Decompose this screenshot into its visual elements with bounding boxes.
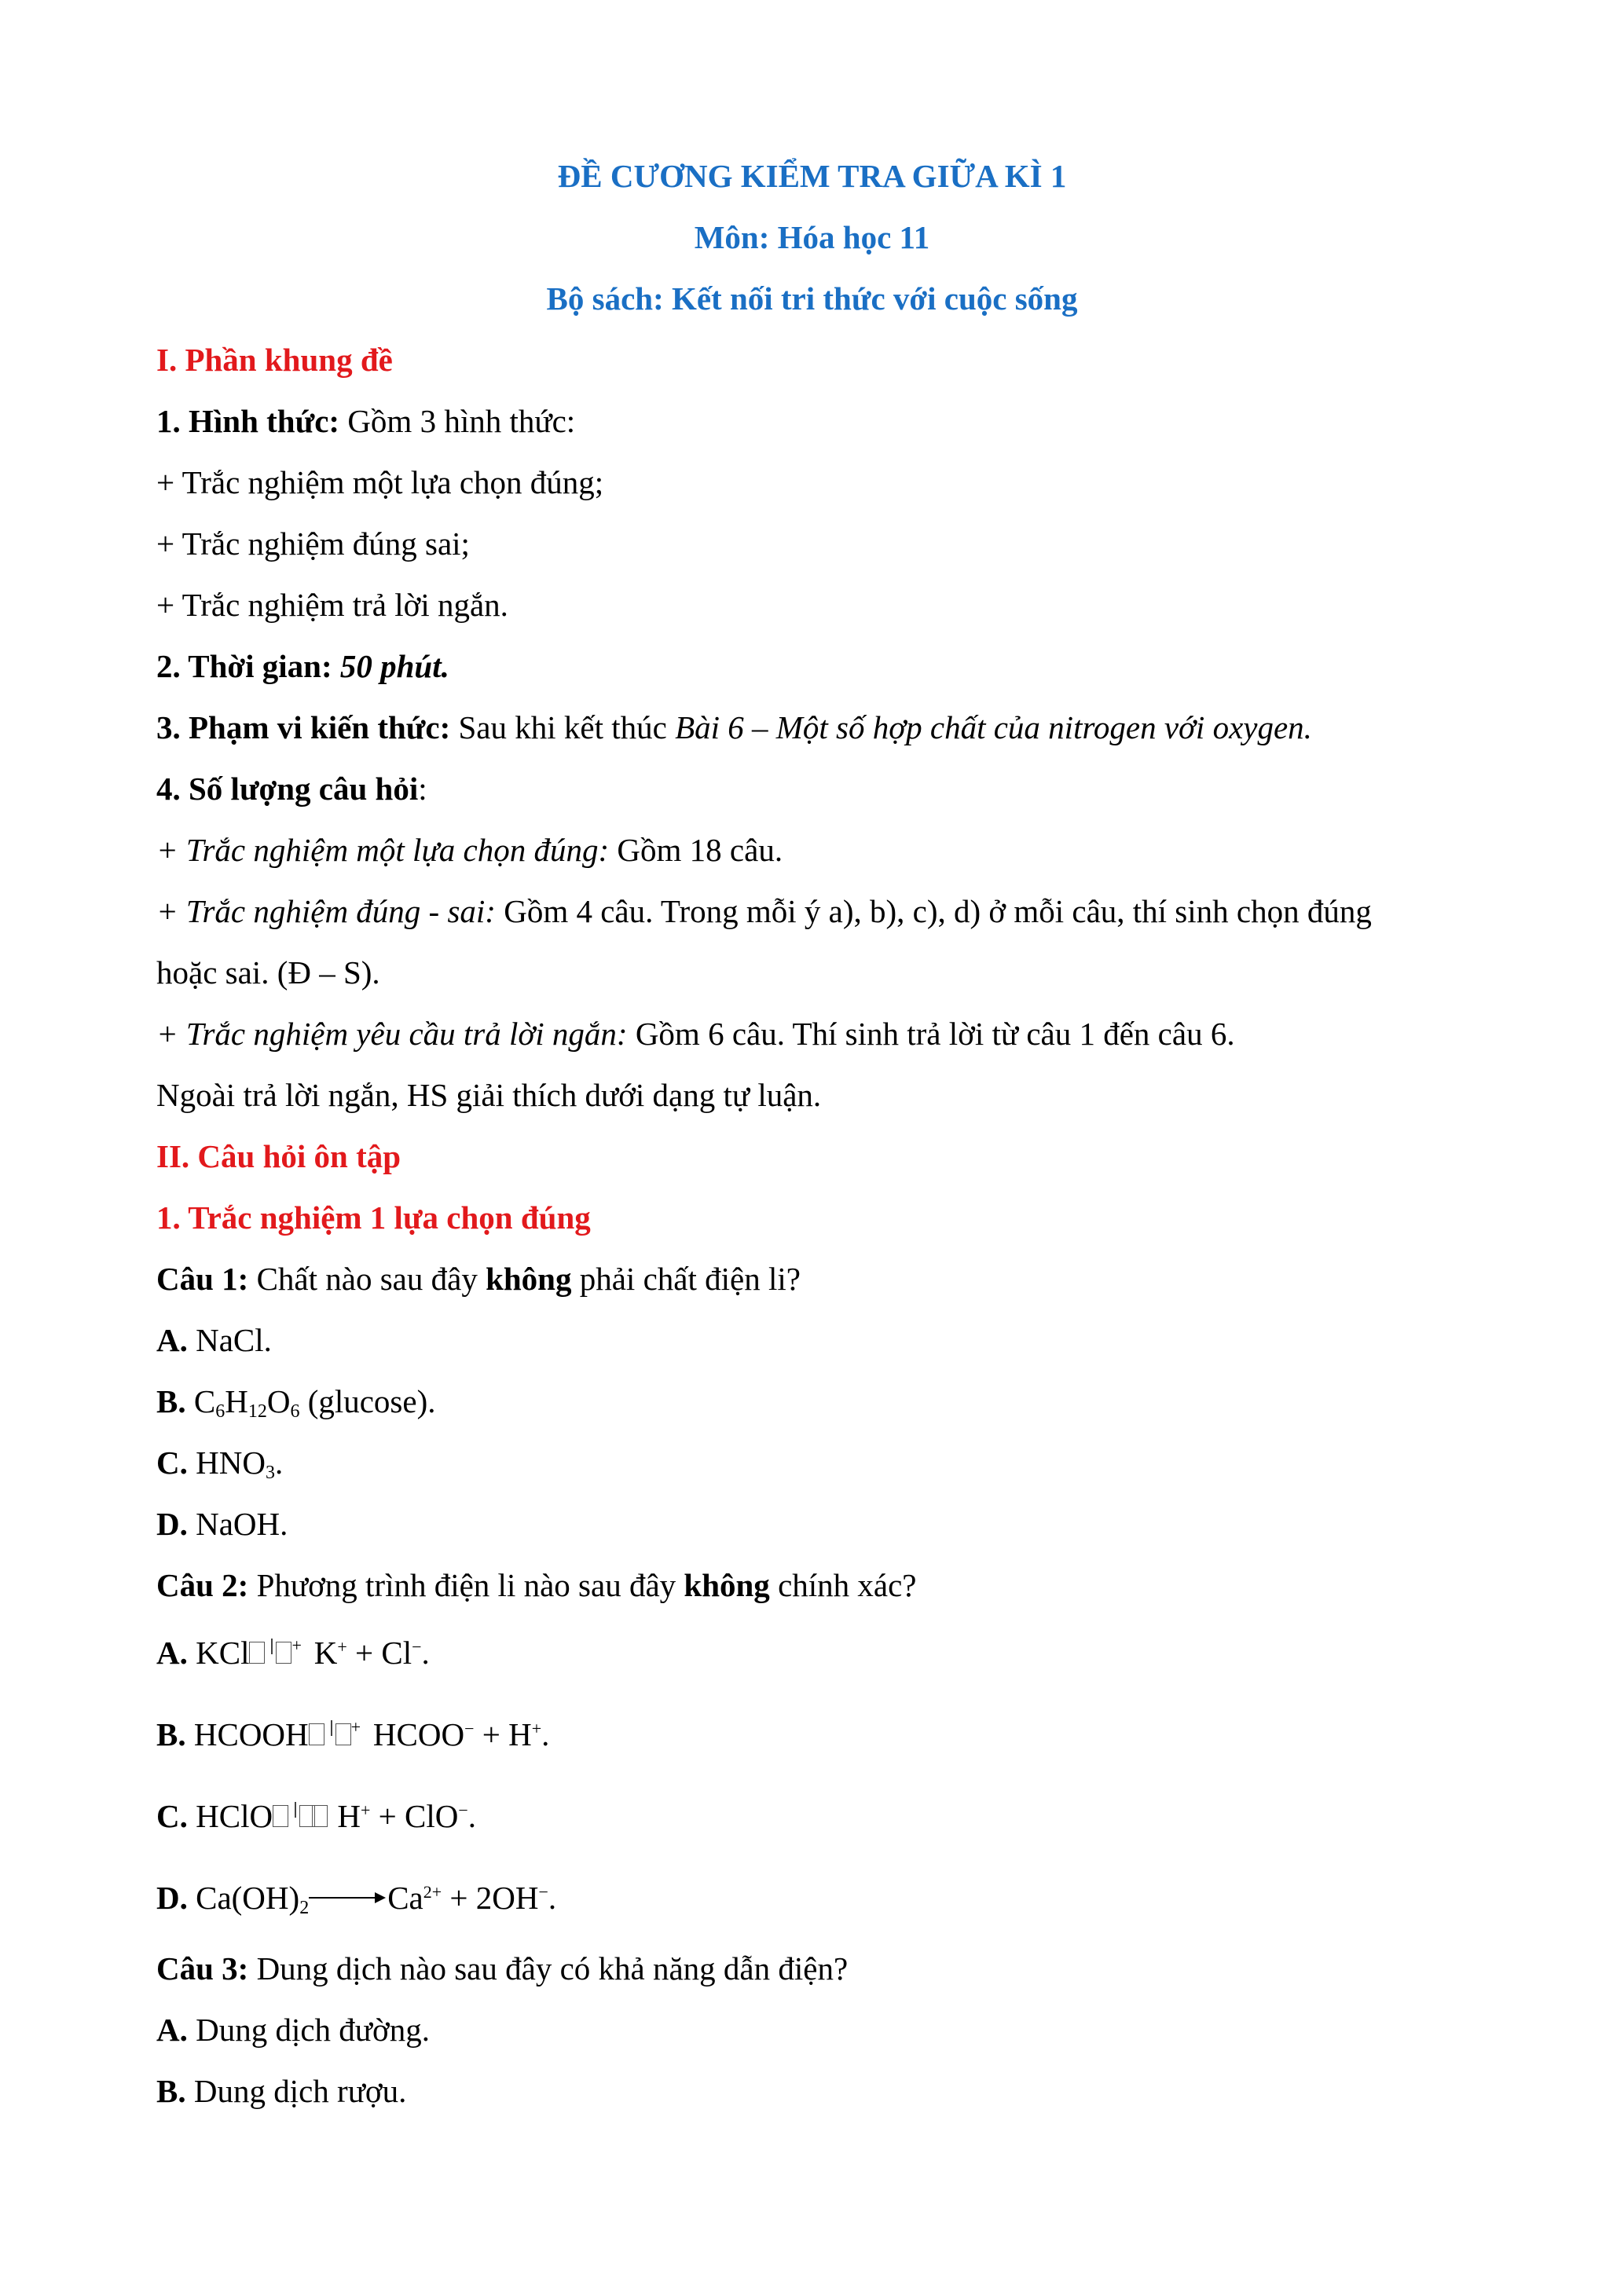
equilibrium-arrow-icon: [273, 1802, 329, 1830]
question-text: phải chất điện li?: [571, 1261, 801, 1297]
count-label: 4. Số lượng câu hỏi: [156, 771, 419, 807]
document-title: ĐỀ CƯƠNG KIỂM TRA GIỮA KÌ 1: [557, 158, 1067, 194]
equation-left: HClO: [187, 1798, 273, 1834]
option-text: (glucose).: [299, 1383, 436, 1419]
form-item: + Trắc nghiệm đúng sai;: [156, 525, 470, 562]
count-sa-label: + Trắc nghiệm yêu cầu trả lời ngắn:: [156, 1016, 628, 1052]
book-line: Bộ sách: Kết nối tri thức với cuộc sống: [546, 280, 1078, 317]
equation-right: Ca: [387, 1880, 423, 1916]
question-label: Câu 1:: [156, 1261, 249, 1297]
equation-right: HCOO: [365, 1716, 465, 1752]
equation-right: + 2OH: [442, 1880, 539, 1916]
question-1: [156, 1260, 801, 1298]
count-mc-text: Gồm 18 câu.: [609, 832, 783, 868]
count-tf-label: + Trắc nghiệm đúng - sai:: [156, 893, 496, 929]
form-line: [156, 402, 575, 440]
scope-line: [156, 709, 1312, 746]
question-text: Dung dịch nào sau đây có khả năng dẫn điện?: [248, 1950, 849, 1987]
form-item: + Trắc nghiệm trả lời ngắn.: [156, 587, 508, 623]
superscript: +: [337, 1637, 347, 1657]
equation-left: KCl: [187, 1635, 250, 1671]
question-emphasis: không: [486, 1261, 572, 1297]
option-label: A.: [156, 1322, 188, 1358]
equation-end: .: [541, 1716, 550, 1752]
count-sa-text: Gồm 6 câu. Thí sinh trả lời từ câu 1 đến câu 6.: [627, 1016, 1235, 1052]
equation-right: + Cl: [346, 1635, 412, 1671]
equation-end: .: [421, 1635, 430, 1671]
count-tf-text: Gồm 4 câu. Trong mỗi ý a), b), c), d) ở mỗi câu, thí sinh chọn đúng: [495, 893, 1372, 929]
subscript: 12: [247, 1401, 267, 1422]
option-text: HNO: [187, 1445, 266, 1481]
question-3: [156, 1950, 848, 1987]
option-label: A.: [156, 2012, 188, 2048]
equation-left: HCOOH: [185, 1716, 309, 1752]
equation-left: Ca(OH): [187, 1880, 300, 1916]
count-mc-label: + Trắc nghiệm một lựa chọn đúng:: [156, 832, 610, 868]
right-arrow-icon: [309, 1890, 387, 1906]
question-text: Chất nào sau đây: [248, 1261, 486, 1297]
subscript: 2: [299, 1898, 310, 1918]
option-text: O: [266, 1383, 291, 1419]
superscript: −: [458, 1800, 468, 1820]
superscript: −: [538, 1882, 548, 1902]
superscript: −: [464, 1719, 475, 1738]
question-label: Câu 2:: [156, 1567, 249, 1603]
option-label: B.: [156, 2073, 186, 2109]
section-heading-framework: I. Phần khung đề: [156, 342, 393, 378]
equation-right: H: [329, 1798, 361, 1834]
option-label: D.: [156, 1506, 188, 1542]
equation-end: .: [467, 1798, 477, 1834]
q2-option-b: [156, 1716, 549, 1753]
q1-option-a: [156, 1321, 272, 1359]
option-label: C.: [156, 1445, 188, 1481]
option-text: NaOH.: [187, 1506, 288, 1542]
option-text: NaCl.: [187, 1322, 272, 1358]
option-text: Dung dịch đường.: [187, 2012, 430, 2048]
subject-line: Môn: Hóa học 11: [694, 219, 930, 255]
count-line: [156, 770, 427, 807]
time-label: 2. Thời gian:: [156, 648, 332, 684]
count-mc-line: [156, 831, 783, 869]
q2-option-a: [156, 1634, 430, 1672]
option-label: B.: [156, 1716, 186, 1752]
q3-option-a: [156, 2011, 430, 2049]
equation-right: + H: [474, 1716, 532, 1752]
question-emphasis: không: [684, 1567, 770, 1603]
superscript: +: [360, 1800, 371, 1820]
option-label: D.: [156, 1880, 188, 1916]
option-text: .: [274, 1445, 284, 1481]
count-tf-line: [156, 892, 1372, 930]
question-2: [156, 1566, 917, 1604]
time-value: 50 phút.: [339, 648, 449, 684]
question-text: Phương trình điện li nào sau đây: [248, 1567, 684, 1603]
scope-text: Sau khi kết thúc: [450, 709, 676, 745]
question-label: Câu 3:: [156, 1950, 249, 1987]
option-text: H: [225, 1383, 248, 1419]
option-label: C.: [156, 1798, 188, 1834]
q1-option-c: [156, 1444, 283, 1484]
equilibrium-arrow-icon: +: [309, 1720, 365, 1749]
count-tf-line-cont: hoặc sai. (Đ – S).: [156, 954, 380, 991]
section-heading-review: II. Câu hỏi ôn tập: [156, 1138, 401, 1174]
q3-option-b: [156, 2072, 406, 2110]
subscript: 6: [215, 1401, 225, 1422]
scope-label: 3. Phạm vi kiến thức:: [156, 709, 451, 745]
superscript: 2+: [423, 1882, 442, 1902]
count-note: Ngoài trả lời ngắn, HS giải thích dưới dạng tự luận.: [156, 1077, 822, 1113]
subheading-mc: 1. Trắc nghiệm 1 lựa chọn đúng: [156, 1199, 591, 1236]
scope-italic: Bài 6 – Một số hợp chất của nitrogen với oxygen.: [675, 709, 1312, 745]
q2-option-d: [156, 1879, 556, 1919]
q1-option-b: [156, 1382, 436, 1423]
superscript: +: [531, 1719, 542, 1738]
question-text: chính xác?: [769, 1567, 917, 1603]
time-line: [156, 647, 449, 685]
q1-option-d: [156, 1505, 288, 1543]
subscript: 6: [290, 1401, 300, 1422]
option-label: A.: [156, 1635, 188, 1671]
subscript: 3: [265, 1463, 275, 1483]
option-text: C: [185, 1383, 216, 1419]
equation-right: K: [306, 1635, 338, 1671]
count-sa-line: [156, 1015, 1235, 1053]
q2-option-c: [156, 1797, 476, 1835]
equation-end: .: [548, 1880, 557, 1916]
option-label: B.: [156, 1383, 186, 1419]
equilibrium-arrow-icon: +: [249, 1639, 306, 1667]
form-label: 1. Hình thức:: [156, 403, 340, 439]
superscript: −: [412, 1637, 422, 1657]
equation-right: + ClO: [370, 1798, 459, 1834]
option-text: Dung dịch rượu.: [185, 2073, 407, 2109]
form-text: Gồm 3 hình thức:: [339, 403, 576, 439]
form-item: + Trắc nghiệm một lựa chọn đúng;: [156, 464, 604, 500]
count-colon: :: [418, 771, 427, 807]
